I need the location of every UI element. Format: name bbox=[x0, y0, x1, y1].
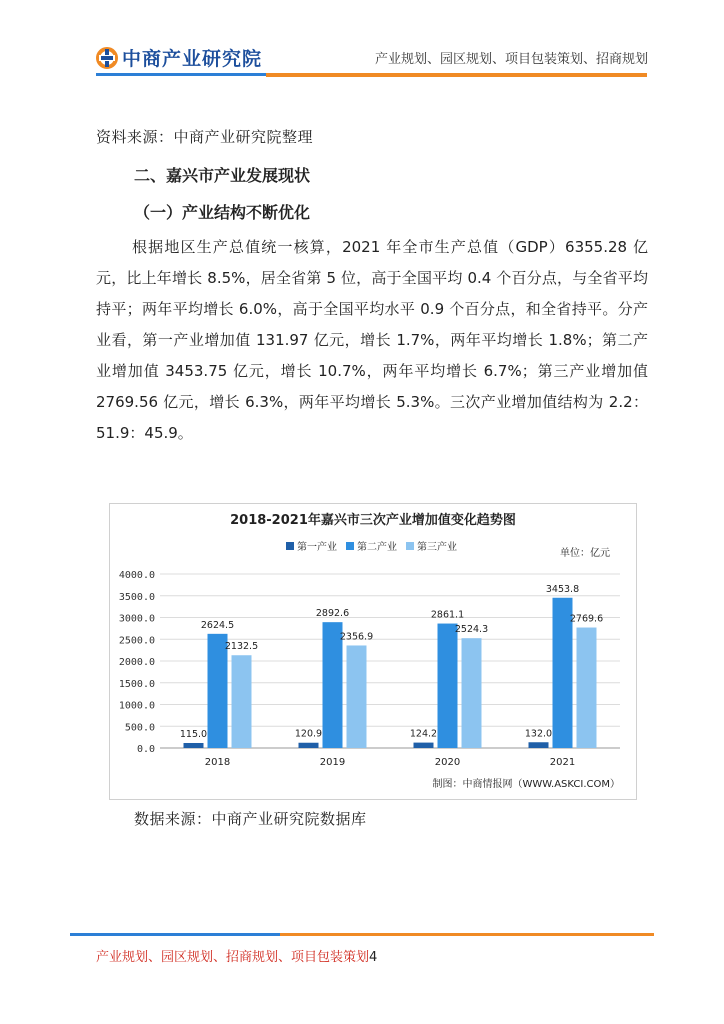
logo-text: 中商产业研究院 bbox=[122, 48, 263, 70]
footer-rule-orange bbox=[280, 933, 654, 936]
page-header bbox=[0, 0, 724, 90]
subsection-heading: （一）产业结构不断优化 bbox=[134, 203, 311, 222]
bar-2018-series-3 bbox=[232, 655, 252, 748]
bar-2021-series-3 bbox=[577, 628, 597, 748]
data-label: 2132.5 bbox=[224, 641, 259, 653]
data-label: 132.0 bbox=[524, 728, 553, 740]
source-note: 资料来源：中商产业研究院整理 bbox=[96, 128, 314, 146]
footer-text: 产业规划、园区规划、招商规划、项目包装策划 bbox=[96, 950, 370, 965]
section-heading: 二、嘉兴市产业发展现状 bbox=[134, 166, 311, 185]
legend-swatch-1 bbox=[286, 542, 294, 550]
x-tick-label: 2019 bbox=[319, 757, 346, 768]
y-tick-label: 3000.0 bbox=[118, 613, 155, 625]
y-tick-label: 4000.0 bbox=[118, 570, 155, 581]
legend-label-1: 第一产业 bbox=[297, 542, 337, 553]
bar-2021-series-1 bbox=[529, 742, 549, 748]
unit-label: 单位：亿元 bbox=[560, 548, 610, 559]
logo-icon bbox=[96, 47, 118, 69]
y-tick-label: 2500.0 bbox=[118, 635, 155, 647]
data-label: 2356.9 bbox=[339, 631, 374, 643]
data-label: 120.9 bbox=[294, 728, 323, 740]
legend-swatch-3 bbox=[406, 542, 414, 550]
y-tick-label: 2000.0 bbox=[118, 657, 155, 668]
x-tick-label: 2018 bbox=[204, 757, 231, 768]
bar-2018-series-1 bbox=[184, 743, 204, 748]
data-label: 2769.6 bbox=[569, 613, 604, 625]
legend-swatch-2 bbox=[346, 542, 354, 550]
chart-credit: 制图：中商情报网（WWW.ASKCI.COM） bbox=[432, 779, 620, 790]
data-label: 2892.6 bbox=[315, 608, 350, 620]
data-source-note: 数据来源：中商产业研究院数据库 bbox=[134, 810, 367, 828]
body-paragraph: 根据地区生产总值统一核算，2021 年全市生产总值（GDP）6355.28 亿元，比上年增长 8.5%，居全省第 5 位，高于全国平均 0.4 个百分点，与全省平均持平；两年平均增长 6.0%，高于全国平均水平 0.9 个百分点，和全省持平。分产业看，第一产业增加值 131.97 亿元，增长 1.7%，两年平均增长 1.8%；第二产业增加值 3453.75 亿元，增长 10.7%，两年平均增长 6.7%；第三产业增加值 2769.56 亿元，增长 6.3%，两年平均增长 5.3%。三次产业增加值结构为 2.2：51.9：45.9。 bbox=[96, 238, 648, 442]
header-rule-orange bbox=[266, 73, 647, 77]
chart-title: 2018-2021年嘉兴市三次产业增加值变化趋势图 bbox=[230, 513, 516, 528]
page-number: 4 bbox=[369, 950, 378, 965]
data-label: 2524.3 bbox=[454, 624, 489, 636]
y-tick-label: 1000.0 bbox=[118, 700, 155, 712]
x-tick-label: 2021 bbox=[549, 757, 576, 768]
logo bbox=[96, 44, 262, 71]
y-tick-label: 3500.0 bbox=[118, 591, 155, 603]
bar-2020-series-2 bbox=[438, 624, 458, 748]
data-label: 115.0 bbox=[179, 728, 208, 740]
legend-label-2: 第二产业 bbox=[357, 542, 397, 553]
bar-chart bbox=[109, 503, 637, 800]
header-rule-blue bbox=[96, 73, 266, 76]
y-tick-label: 0.0 bbox=[136, 744, 155, 755]
x-tick-label: 2020 bbox=[434, 757, 461, 768]
page-footer bbox=[96, 946, 377, 965]
header-tagline: 产业规划、园区规划、项目包装策划、招商规划 bbox=[374, 52, 648, 67]
y-tick-label: 500.0 bbox=[124, 722, 155, 734]
chart-svg bbox=[110, 504, 636, 799]
bar-2019-series-3 bbox=[347, 645, 367, 748]
bar-2019-series-1 bbox=[299, 743, 319, 748]
bar-2020-series-1 bbox=[414, 743, 434, 748]
bar-2020-series-3 bbox=[462, 638, 482, 748]
data-label: 2861.1 bbox=[430, 609, 465, 621]
data-label: 124.2 bbox=[409, 728, 438, 740]
footer-rule-blue bbox=[70, 933, 280, 936]
legend-label-3: 第三产业 bbox=[417, 542, 457, 553]
y-tick-label: 1500.0 bbox=[118, 678, 155, 690]
data-label: 3453.8 bbox=[545, 583, 580, 595]
data-label: 2624.5 bbox=[200, 619, 235, 631]
